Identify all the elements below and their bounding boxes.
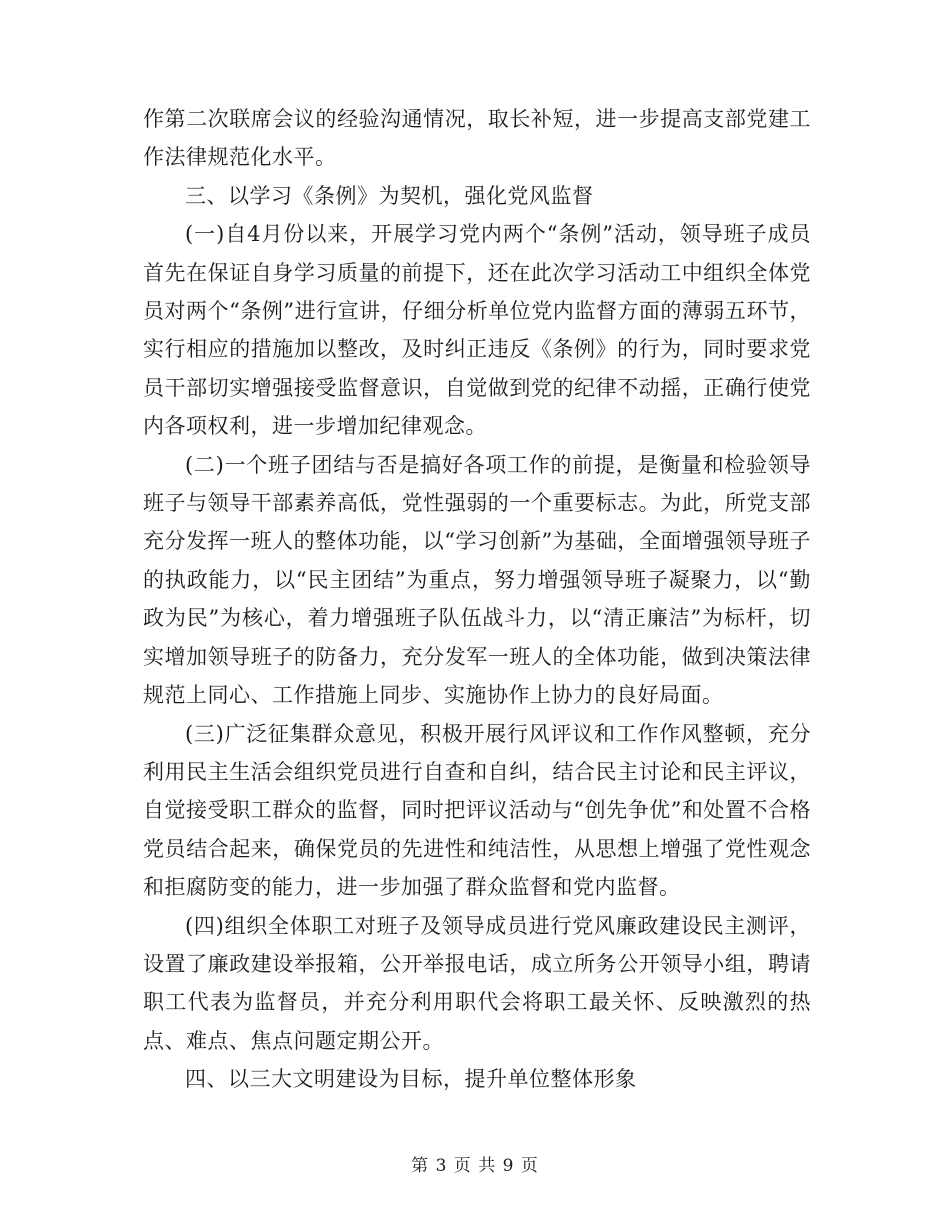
page-footer: [0, 1151, 950, 1176]
document-body: [143, 100, 811, 1099]
page-number-label: 第 3 页 共 9 页: [411, 1156, 539, 1176]
paragraph-item-4: (四)组织全体职工对班子及领导成员进行党风廉政建设民主测评，设置了廉政建设举报箱，公开举报电话，成立所务公开领导小组，聘请职工代表为监督员，并充分利用职代会将职工最关怀、反映激烈的热点、难点、焦点问题定期公开。: [143, 913, 811, 1053]
paragraph-continuation: 作第二次联席会议的经验沟通情况，取长补短，进一步提高支部党建工作法律规范化水平。: [143, 107, 811, 170]
paragraph-item-2: (二)一个班子团结与否是搞好各项工作的前提，是衡量和检验领导班子与领导干部素养高低，党性强弱的一个重要标志。为此，所党支部充分发挥一班人的整体功能，以“学习创新”为基础，全面增强领导班子的执政能力，以“民主团结”为重点，努力增强领导班子凝聚力，以“勤政为民”为核心，着力增强班子队伍战斗力，以“清正廉洁”为标杆，切实增加领导班子的防备力，充分发军一班人的全体功能，做到决策法律规范上同心、工作措施上同步、实施协作上协力的良好局面。: [143, 452, 811, 708]
section-heading-3: 三、以学习《条例》为契机，强化党风监督: [185, 183, 594, 208]
paragraph-item-1: (一)自4月份以来，开展学习党内两个“条例”活动，领导班子成员首先在保证自身学习质量的前提下，还在此次学习活动工中组织全体党员对两个“条例”进行宣讲，仔细分析单位党内监督方面的薄弱五环节，实行相应的措施加以整改，及时纠正违反《条例》的行为，同时要求党员干部切实增强接受监督意识，自觉做到党的纪律不动摇，正确行使党内各项权利，进一步增加纪律观念。: [143, 222, 811, 439]
section-heading-4: 四、以三大文明建设为目标，提升单位整体形象: [185, 1067, 637, 1092]
paragraph-item-3: (三)广泛征集群众意见，积极开展行风评议和工作作风整顿，充分利用民主生活会组织党员进行自查和自纠，结合民主讨论和民主评议，自觉接受职工群众的监督，同时把评议活动与“创先争优”和处置不合格党员结合起来，确保党员的先进性和纯洁性，从思想上增强了党性观念和拒腐防变的能力，进一步加强了群众监督和党内监督。: [143, 721, 811, 900]
